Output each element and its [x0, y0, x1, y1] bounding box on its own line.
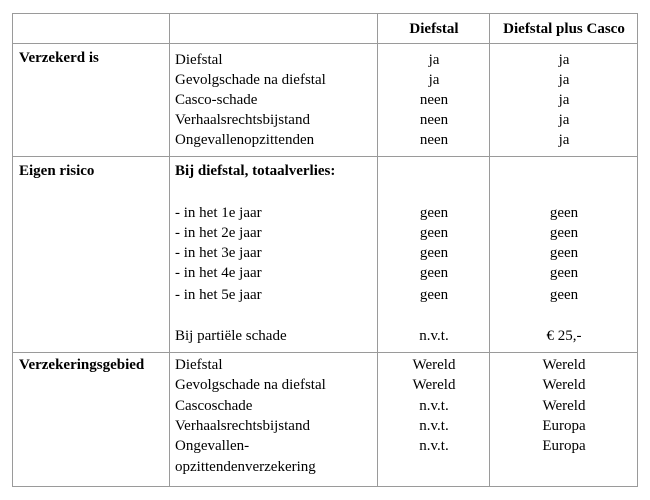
- table-cell-casco: ja: [558, 112, 570, 128]
- table-cell-diefstal: n.v.t.: [419, 418, 449, 434]
- table-cell-item: Ongevallen-: [175, 438, 250, 454]
- table-cell-item: Verhaalsrechtsbijstand: [175, 112, 310, 128]
- table-cell-casco: Wereld: [542, 377, 586, 393]
- table-cell-casco: geen: [549, 245, 579, 261]
- table-cell-casco: € 25,-: [546, 328, 582, 344]
- section-label-verzekerd: Verzekerd is: [19, 50, 99, 66]
- table-cell-diefstal: ja: [428, 52, 440, 68]
- column-header-diefstal: Diefstal: [409, 21, 459, 37]
- row-divider: [13, 156, 637, 157]
- table-cell-item: Gevolgschade na diefstal: [175, 377, 326, 393]
- table-cell-casco: Wereld: [542, 398, 586, 414]
- coverage-table: [12, 13, 638, 487]
- table-cell-diefstal: Wereld: [412, 377, 456, 393]
- table-cell-item: - in het 1e jaar: [175, 205, 262, 221]
- table-cell-casco: geen: [549, 265, 579, 281]
- table-cell-casco: geen: [549, 205, 579, 221]
- table-cell-item: Casco-schade: [175, 92, 258, 108]
- table-cell-item: Diefstal: [175, 357, 223, 373]
- table-cell-diefstal: geen: [419, 225, 449, 241]
- table-cell-diefstal: geen: [419, 287, 449, 303]
- section-label-eigen-risico: Eigen risico: [19, 163, 95, 179]
- table-cell-item: - in het 2e jaar: [175, 225, 262, 241]
- table-cell-casco: Europa: [542, 438, 586, 454]
- column-divider: [377, 14, 378, 486]
- table-cell-diefstal: neen: [419, 132, 449, 148]
- table-cell-diefstal: ja: [428, 72, 440, 88]
- table-cell-item: Gevolgschade na diefstal: [175, 72, 326, 88]
- table-cell-casco: ja: [558, 72, 570, 88]
- table-cell-item-continuation: opzittendenverzekering: [175, 459, 316, 475]
- column-header-diefstal-plus-casco: Diefstal plus Casco: [503, 21, 625, 37]
- table-cell-casco: geen: [549, 287, 579, 303]
- table-cell-diefstal: n.v.t.: [419, 328, 449, 344]
- table-cell-item: - in het 3e jaar: [175, 245, 262, 261]
- table-cell-diefstal: neen: [419, 92, 449, 108]
- table-cell-casco: geen: [549, 225, 579, 241]
- table-cell-item: - in het 4e jaar: [175, 265, 262, 281]
- table-cell-diefstal: n.v.t.: [419, 438, 449, 454]
- table-cell-diefstal: neen: [419, 112, 449, 128]
- table-cell-diefstal: geen: [419, 205, 449, 221]
- table-cell-item: Verhaalsrechtsbijstand: [175, 418, 310, 434]
- row-divider: [13, 43, 637, 44]
- table-cell-casco: ja: [558, 92, 570, 108]
- row-divider: [13, 352, 637, 353]
- section-label-verzekeringsgebied: Verzekeringsgebied: [19, 357, 145, 373]
- column-divider: [489, 14, 490, 486]
- table-cell-casco: Europa: [542, 418, 586, 434]
- table-cell-item: - in het 5e jaar: [175, 287, 262, 303]
- column-divider: [169, 14, 170, 486]
- table-cell-item: Ongevallenopzittenden: [175, 132, 315, 148]
- table-cell-casco: Wereld: [542, 357, 586, 373]
- table-cell-diefstal: n.v.t.: [419, 398, 449, 414]
- table-cell-casco: ja: [558, 132, 570, 148]
- table-cell-item: Diefstal: [175, 52, 223, 68]
- subheading-totaalverlies: Bij diefstal, totaalverlies:: [175, 163, 336, 179]
- table-cell-casco: ja: [558, 52, 570, 68]
- table-cell-diefstal: geen: [419, 265, 449, 281]
- table-cell-item: Bij partiële schade: [175, 328, 287, 344]
- table-cell-item: Cascoschade: [175, 398, 253, 414]
- table-cell-diefstal: Wereld: [412, 357, 456, 373]
- table-cell-diefstal: geen: [419, 245, 449, 261]
